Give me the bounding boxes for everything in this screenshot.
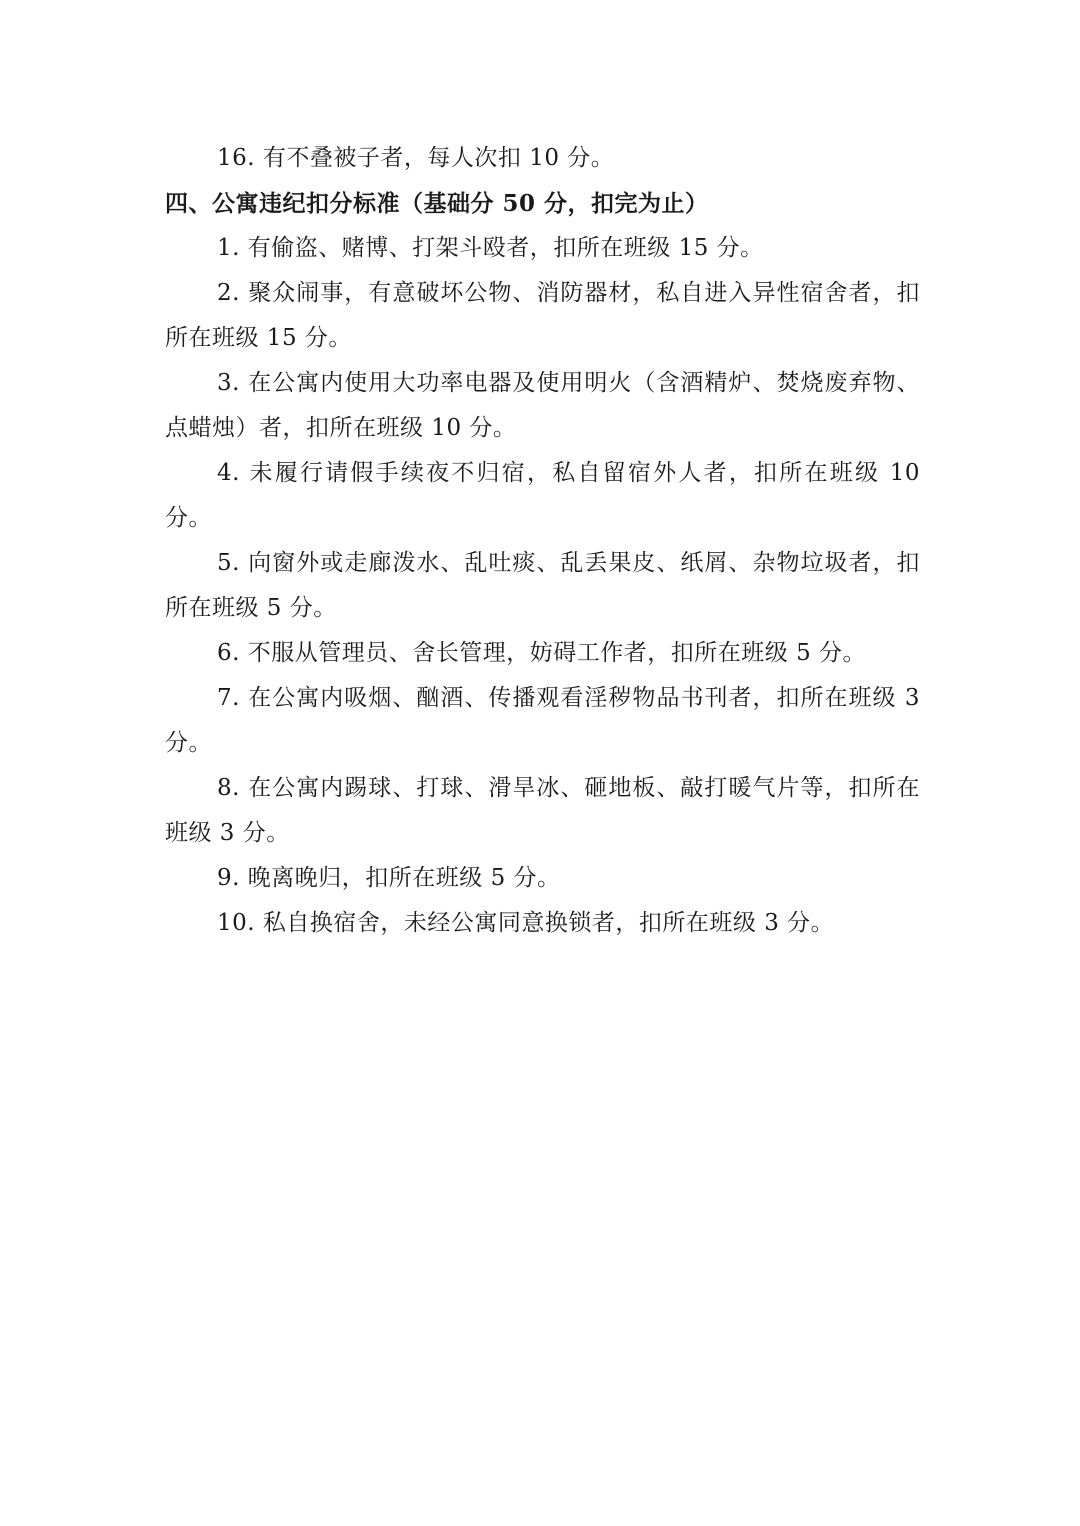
rule-item-4: 4. 未履行请假手续夜不归宿，私自留宿外人者，扣所在班级 10 分。 — [165, 460, 920, 531]
rule-item-7: 7. 在公寓内吸烟、酗酒、传播观看淫秽物品书刊者，扣所在班级 3 分。 — [165, 685, 920, 756]
rule-item-6: 6. 不服从管理员、舍长管理，妨碍工作者，扣所在班级 5 分。 — [217, 640, 867, 666]
rule-item-1: 1. 有偷盗、赌博、打架斗殴者，扣所在班级 15 分。 — [217, 235, 764, 261]
rule-item-16: 16. 有不叠被子者，每人次扣 10 分。 — [217, 145, 615, 171]
rule-item-5: 5. 向窗外或走廊泼水、乱吐痰、乱丢果皮、纸屑、杂物垃圾者，扣所在班级 5 分。 — [165, 550, 920, 621]
rule-item-9: 9. 晚离晚归，扣所在班级 5 分。 — [217, 865, 561, 891]
rule-item-3: 3. 在公寓内使用大功率电器及使用明火（含酒精炉、焚烧废弃物、点蜡烛）者，扣所在班级 10 分。 — [165, 370, 920, 441]
section-heading: 四、公寓违纪扣分标准（基础分 50 分，扣完为止） — [165, 190, 709, 217]
rule-item-2: 2. 聚众闹事，有意破坏公物、消防器材，私自进入异性宿舍者，扣所在班级 15 分。 — [165, 280, 920, 351]
document-body — [165, 136, 920, 946]
rule-item-8: 8. 在公寓内踢球、打球、滑旱冰、砸地板、敲打暖气片等，扣所在班级 3 分。 — [165, 775, 920, 846]
rule-item-10: 10. 私自换宿舍，未经公寓同意换锁者，扣所在班级 3 分。 — [217, 910, 835, 936]
